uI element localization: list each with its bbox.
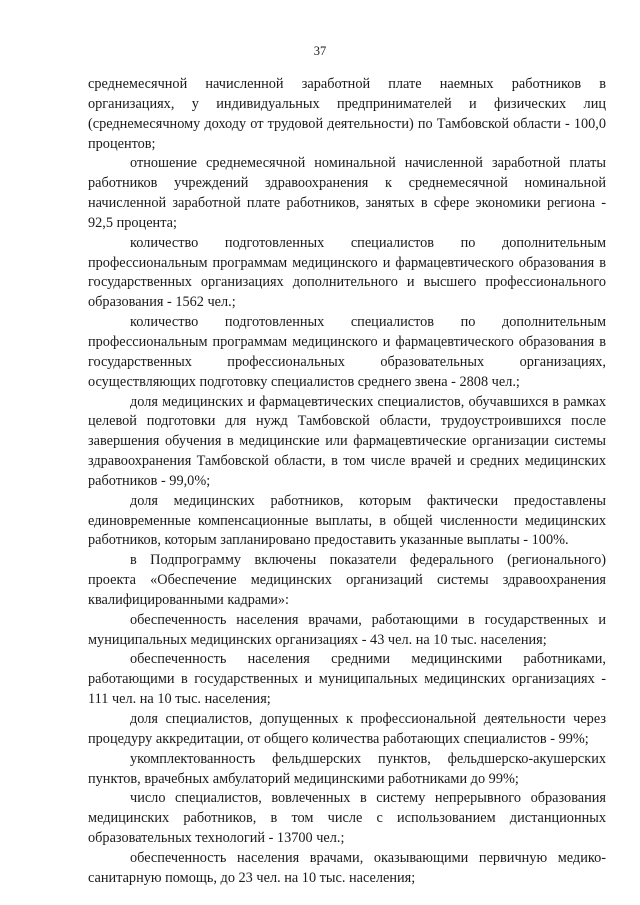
paragraph-5: доля медицинских и фармацевтических специалистов, обучавшихся в рамках целевой подготовки для нужд Тамбовской области, трудоустроившихся после завершения обучения в медицинские или фармацевтические организации системы здравоохранения Тамбовской области, в том числе врачей и средних медицинских работников - 99,0%; xyxy=(88,393,606,489)
paragraph-8: обеспеченность населения врачами, работающими в государственных и муниципальных медицинских организациях - 43 чел. на 10 тыс. населения; xyxy=(88,611,606,648)
paragraph-3: количество подготовленных специалистов по дополнительным профессиональным программам медицинского и фармацевтического образования в государственных организациях дополнительного и высшего профессионального образования - 1562 чел.; xyxy=(88,234,606,311)
paragraph-2: отношение среднемесячной номинальной начисленной заработной платы работников учреждений здравоохранения к среднемесячной номинальной начисленной заработной плате работников, занятых в сфере экономики региона - 92,5 процента; xyxy=(88,155,606,231)
paragraph-10: доля специалистов, допущенных к профессиональной деятельности через процедуру аккредитации, от общего количества работающих специалистов - 99%; xyxy=(88,711,606,747)
page-number: 37 xyxy=(313,44,327,58)
body-text xyxy=(88,75,606,889)
paragraph-11: укомплектованность фельдшерских пунктов, фельдшерско-акушерских пунктов, врачебных амбулаторий медицинскими работниками до 99%; xyxy=(88,750,606,787)
paragraph-12: число специалистов, вовлеченных в систему непрерывного образования медицинских работников, в том числе с использованием дистанционных образовательных технологий - 13700 чел.; xyxy=(88,790,606,847)
paragraph-1: среднемесячной начисленной заработной плате наемных работников в организациях, у индивидуальных предпринимателей и физических лиц (среднемесячному доходу от трудовой деятельности) по Тамбовской области - 100,0 процентов; xyxy=(88,76,606,152)
paragraph-9: обеспеченность населения средними медицинскими работниками, работающими в государственных и муниципальных медицинских организациях - 111 чел. на 10 тыс. населения; xyxy=(88,651,606,708)
paragraph-4: количество подготовленных специалистов по дополнительным профессиональным программам медицинского и фармацевтического образования в государственных профессиональных образовательных организациях, осуществляющих подготовку специалистов среднего звена - 2808 чел.; xyxy=(88,314,606,390)
paragraph-13: обеспеченность населения врачами, оказывающими первичную медико-санитарную помощь, до 23 чел. на 10 тыс. населения; xyxy=(88,849,606,886)
paragraph-6: доля медицинских работников, которым фактически предоставлены единовременные компенсационные выплаты, в общей численности медицинских работников, которым запланировано предоставить указанные выплаты - 100%. xyxy=(88,492,606,549)
paragraph-7: в Подпрограмму включены показатели федерального (регионального) проекта «Обеспечение медицинских организаций системы здравоохранения квалифицированными кадрами»: xyxy=(88,552,606,608)
